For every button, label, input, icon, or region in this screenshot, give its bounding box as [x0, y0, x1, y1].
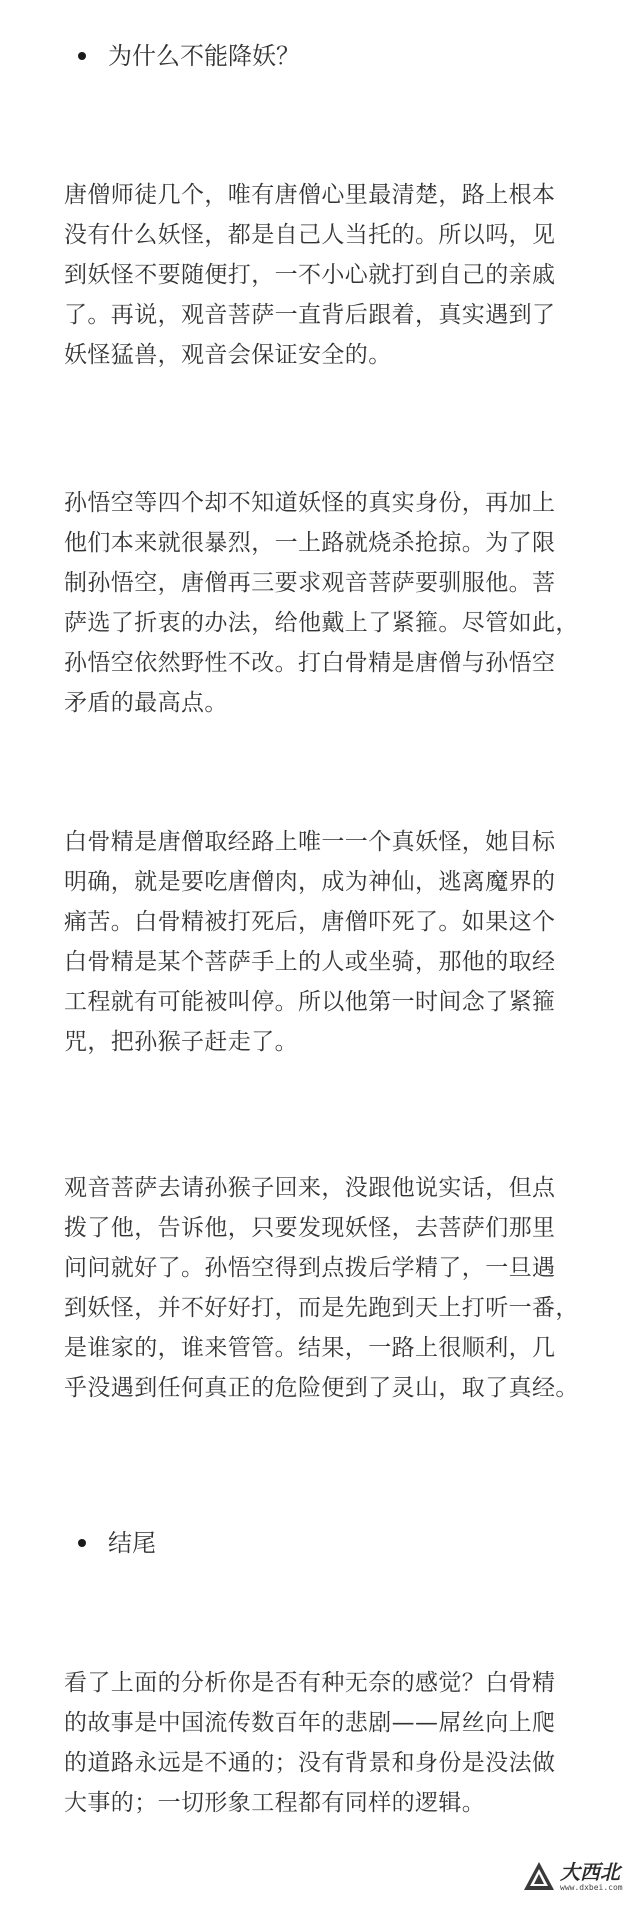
- paragraph-line: 是谁家的，谁来管管。结果，一路上很顺利，几: [64, 1335, 556, 1361]
- paragraph-line: 妖怪猛兽，观音会保证安全的。: [64, 342, 392, 368]
- section-heading-text: 结尾: [108, 1529, 156, 1557]
- paragraph-line: 的道路永远是不通的；没有背景和身份是没法做: [64, 1750, 556, 1776]
- watermark-name: 大西北: [560, 1860, 620, 1884]
- paragraph-3: [64, 822, 584, 1062]
- paragraph-line: 白骨精是某个菩萨手上的人或坐骑，那他的取经: [64, 949, 556, 975]
- watermark-logo: [522, 1855, 632, 1899]
- paragraph-line: 没有什么妖怪，都是自己人当托的。所以吗，见: [64, 222, 556, 248]
- section-heading-1: [78, 40, 300, 72]
- paragraph-line: 萨选了折衷的办法，给他戴上了紧箍。尽管如此，: [64, 610, 579, 636]
- bullet-dot-icon: [78, 1539, 86, 1547]
- paragraph-line: 他们本来就很暴烈，一上路就烧杀抢掠。为了限: [64, 530, 556, 556]
- paragraph-4: [64, 1168, 584, 1408]
- paragraph-line: 孙悟空等四个却不知道妖怪的真实身份，再加上: [64, 490, 556, 516]
- paragraph-2: [64, 483, 584, 723]
- paragraph-line: 看了上面的分析你是否有种无奈的感觉？白骨精: [64, 1670, 556, 1696]
- paragraph-line: 白骨精是唐僧取经路上唯一一个真妖怪，她目标: [64, 829, 556, 855]
- paragraph-line: 咒，把孙猴子赶走了。: [64, 1029, 298, 1055]
- bullet-dot-icon: [78, 52, 86, 60]
- paragraph-line: 观音菩萨去请孙猴子回来，没跟他说实话，但点: [64, 1175, 556, 1201]
- paragraph-5: [64, 1663, 584, 1823]
- paragraph-1: [64, 175, 584, 375]
- paragraph-line: 工程就有可能被叫停。所以他第一时间念了紧箍: [64, 989, 556, 1015]
- paragraph-line: 唐僧师徒几个，唯有唐僧心里最清楚，路上根本: [64, 182, 556, 208]
- logo-icon: [522, 1860, 556, 1894]
- paragraph-line: 到妖怪，并不好好打，而是先跑到天上打听一番，: [64, 1295, 579, 1321]
- paragraph-line: 的故事是中国流传数百年的悲剧——屌丝向上爬: [64, 1710, 556, 1736]
- paragraph-line: 拨了他，告诉他，只要发现妖怪，去菩萨们那里: [64, 1215, 556, 1241]
- section-heading-2: [78, 1527, 156, 1559]
- paragraph-line: 矛盾的最高点。: [64, 690, 228, 716]
- paragraph-line: 乎没遇到任何真正的危险便到了灵山，取了真经。: [64, 1375, 579, 1401]
- paragraph-line: 了。再说，观音菩萨一直背后跟着，真实遇到了: [64, 302, 556, 328]
- paragraph-line: 大事的；一切形象工程都有同样的逻辑。: [64, 1790, 486, 1816]
- paragraph-line: 孙悟空依然野性不改。打白骨精是唐僧与孙悟空: [64, 650, 556, 676]
- paragraph-line: 痛苦。白骨精被打死后，唐僧吓死了。如果这个: [64, 909, 556, 935]
- watermark-url: www.dxbei.com: [560, 1883, 623, 1892]
- paragraph-line: 到妖怪不要随便打，一不小心就打到自己的亲戚: [64, 262, 556, 288]
- section-heading-text: 为什么不能降妖？: [108, 42, 300, 70]
- paragraph-line: 制孙悟空，唐僧再三要求观音菩萨要驯服他。菩: [64, 570, 556, 596]
- paragraph-line: 明确，就是要吃唐僧肉，成为神仙，逃离魔界的: [64, 869, 556, 895]
- paragraph-line: 问问就好了。孙悟空得到点拨后学精了，一旦遇: [64, 1255, 556, 1281]
